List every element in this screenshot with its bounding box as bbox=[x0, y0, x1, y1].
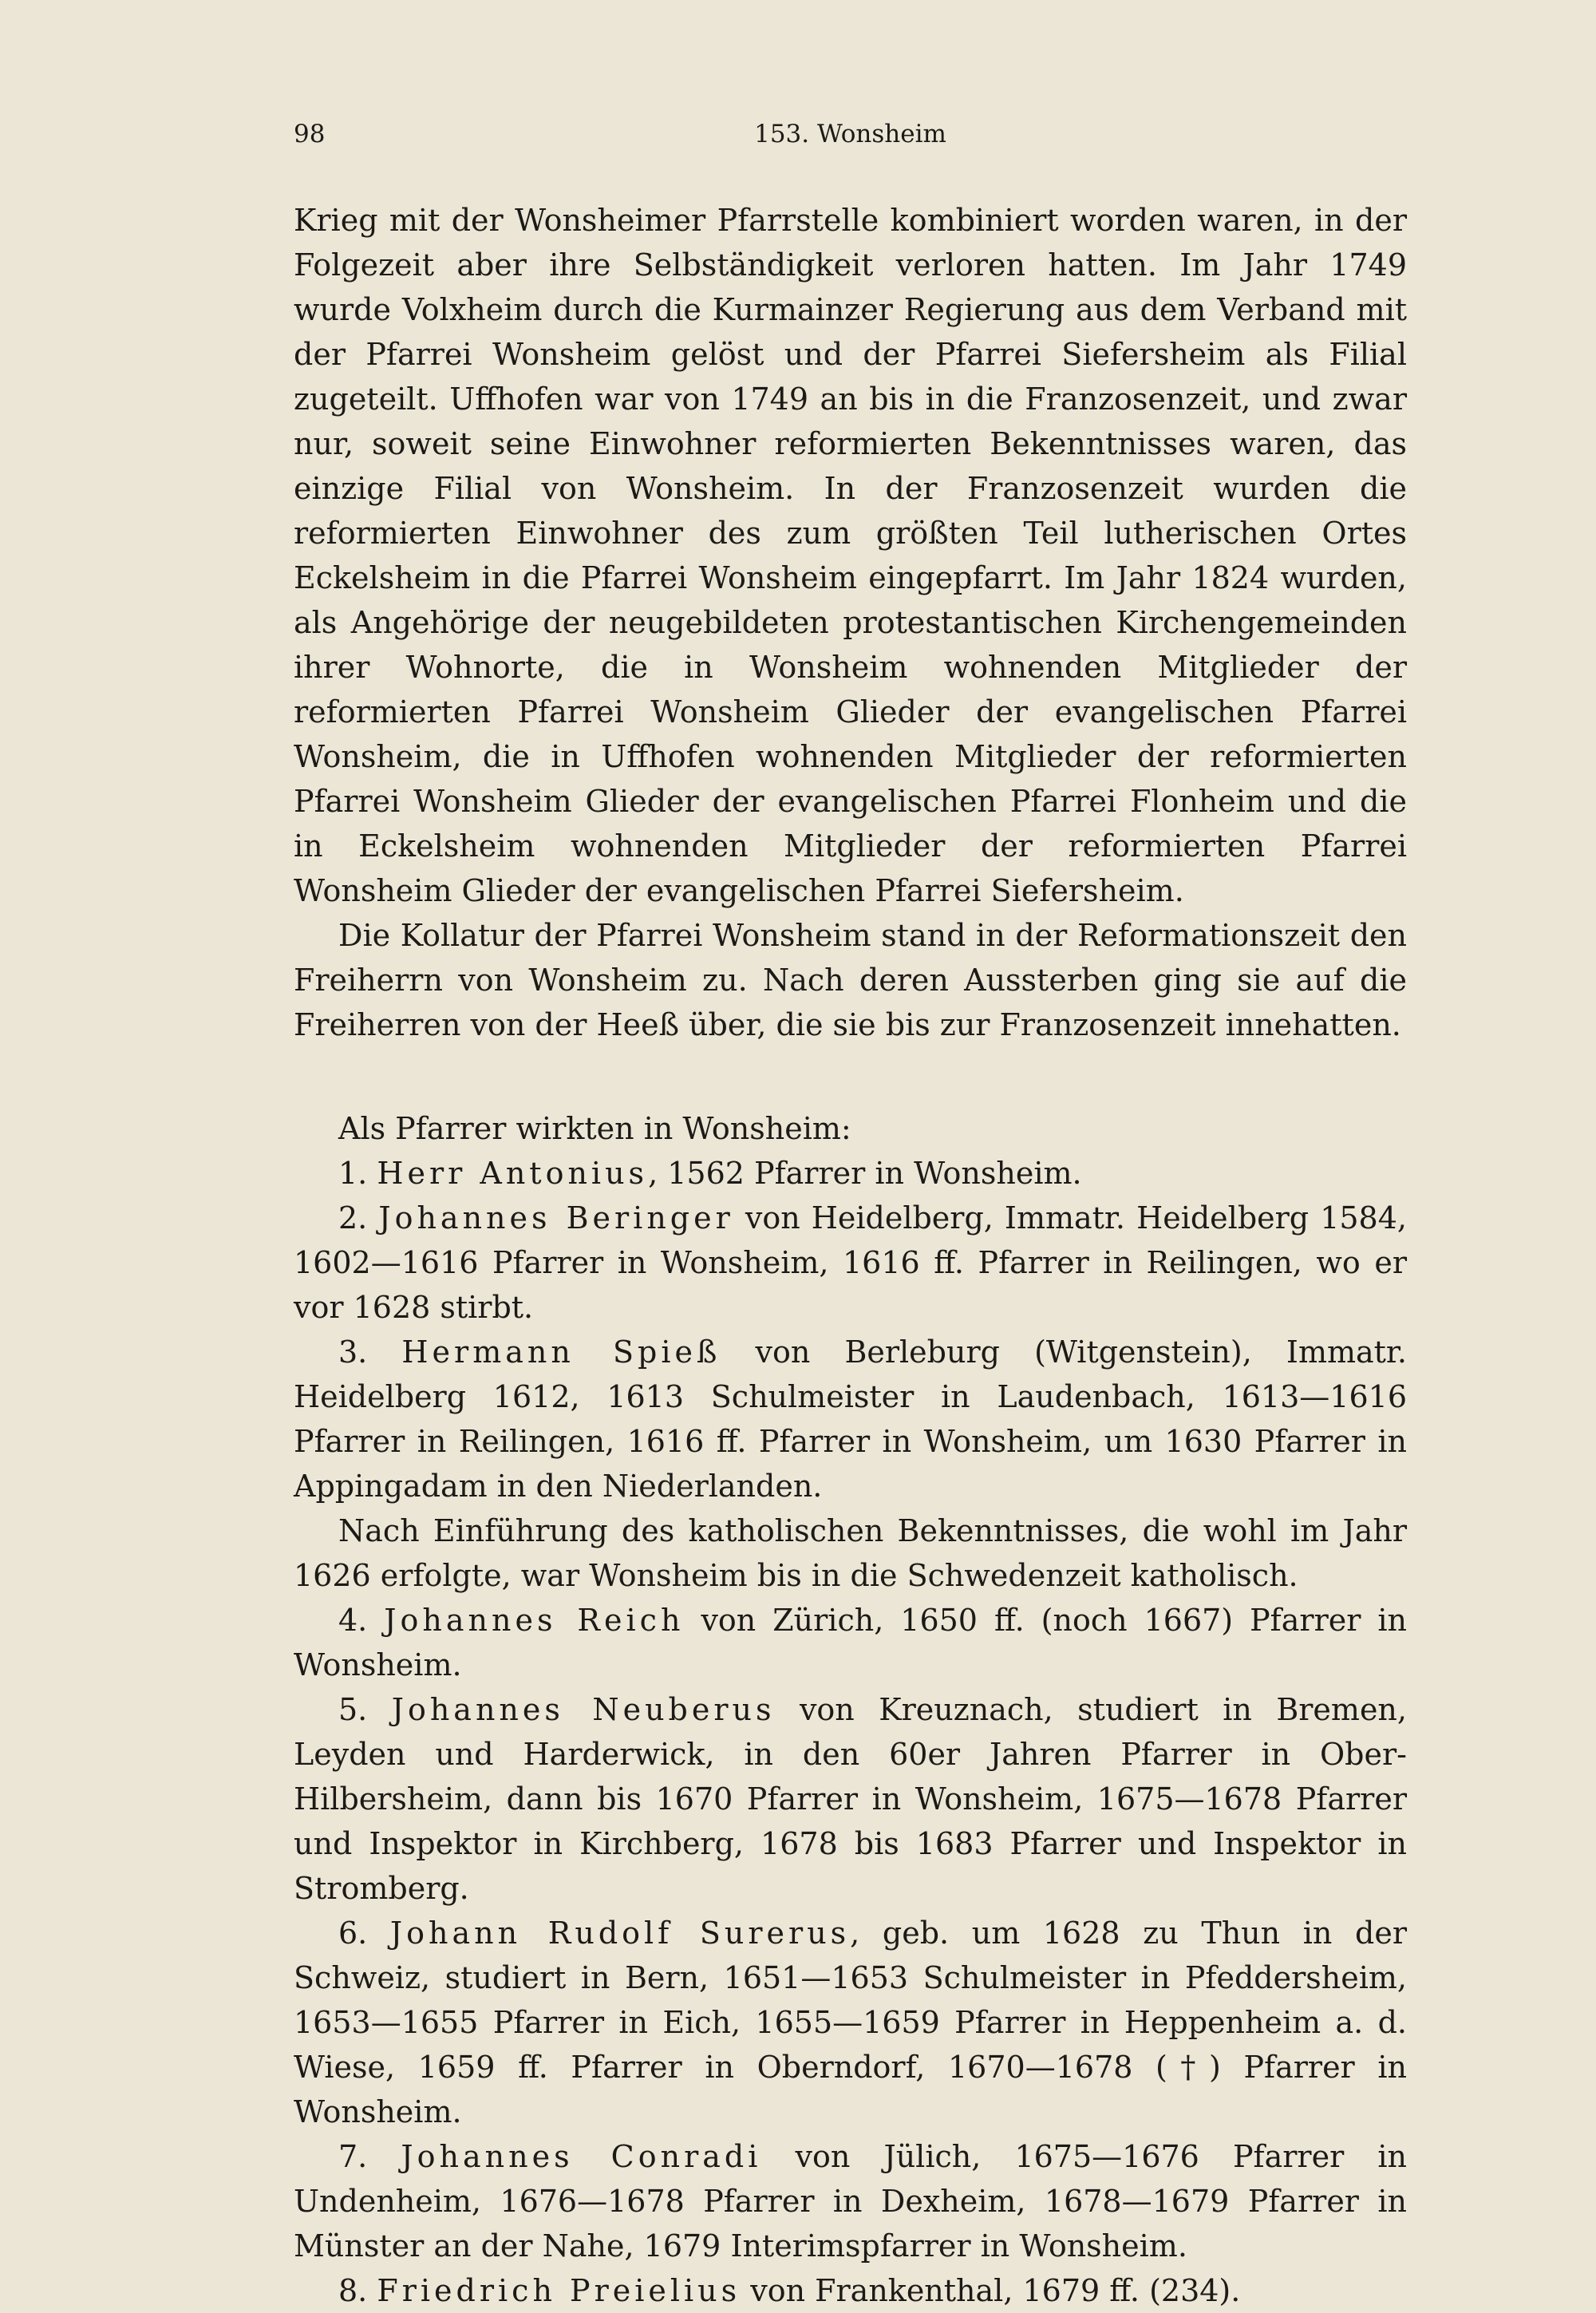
body-text bbox=[294, 198, 1407, 2313]
paragraph: Die Kollatur der Pfarrei Wonsheim stand in der Reformationszeit den Freiherrn von Wonsheim zu. Nach deren Aussterben ging sie auf die Freiherren von der Heeß über, die sie bis zur Franzosenzeit innehatten. bbox=[294, 918, 1407, 1042]
pastor-name: Hermann Spieß bbox=[401, 1334, 721, 1370]
pastor-name: Johann Rudolf Surerus bbox=[389, 1916, 851, 1951]
pastor-name: Johannes Beringer bbox=[378, 1200, 734, 1236]
pastor-name: Johannes Reich bbox=[384, 1603, 685, 1638]
page-number: 98 bbox=[294, 120, 326, 148]
list-item: 8. Friedrich Preielius von Frankenthal, 1679 ff. (234). bbox=[338, 2273, 1241, 2308]
list-item: 3. Hermann Spieß von Berleburg (Witgenstein), Immatr. Heidelberg 1612, 1613 Schulmeister in Laudenbach, 1613—1616 Pfarrer in Reilingen, 1616 ff. Pfarrer in Wonsheim, um 1630 Pfarrer in Appingadam in den Niederlanden. bbox=[294, 1334, 1408, 1504]
pastor-name: Johannes Conradi bbox=[401, 2139, 762, 2174]
running-header bbox=[294, 120, 1407, 160]
list-item: 4. Johannes Reich von Zürich, 1650 ff. (noch 1667) Pfarrer in Wonsheim. bbox=[294, 1603, 1408, 1682]
list-intro: Als Pfarrer wirkten in Wonsheim: bbox=[338, 1111, 851, 1146]
paragraph: Krieg mit der Wonsheimer Pfarrstelle kombiniert worden waren, in der Folgezeit aber ihre Selbständigkeit verloren hatten. Im Jahr 1749 wurde Volxheim durch die Kurmainzer Regierung aus dem Verband mit der Pfarrei Wonsheim gelöst und der Pfarrei Siefersheim als Filial zugeteilt. Uffhofen war von 1749 an bis in die Franzosenzeit, und zwar nur, soweit seine Einwohner reformierten Bekenntnisses waren, das einzige Filial von Wonsheim. In der Franzosenzeit wurden die reformierten Einwohner des zum größten Teil lutherischen Ortes Eckelsheim in die Pfarrei Wonsheim eingepfarrt. Im Jahr 1824 wurden, als Angehörige der neugebildeten protestantischen Kirchengemeinden ihrer Wohnorte, die in Wonsheim wohnenden Mitglieder der reformierten Pfarrei Wonsheim Glieder der evangelischen Pfarrei Wonsheim, die in Uffhofen wohnenden Mitglieder der reformierten Pfarrei Wonsheim Glieder der evangelischen Pfarrei Flonheim und die in Eckelsheim wohnenden Mitglieder der reformierten Pfarrei Wonsheim Glieder der evangelischen Pfarrei Siefersheim. bbox=[294, 203, 1407, 908]
pastor-name: Herr Antonius bbox=[377, 1156, 649, 1191]
list-item: 1. Herr Antonius, 1562 Pfarrer in Wonsheim. bbox=[338, 1156, 1082, 1191]
note-paragraph: Nach Einführung des katholischen Bekenntnisses, die wohl im Jahr 1626 erfolgte, war Wonsheim bis in die Schwedenzeit katholisch. bbox=[294, 1513, 1407, 1593]
list-item: 6. Johann Rudolf Surerus, geb. um 1628 zu Thun in der Schweiz, studiert in Bern, 1651—1653 Schulmeister in Pfeddersheim, 1653—1655 Pfarrer in Eich, 1655—1659 Pfarrer in Heppenheim a. d. Wiese, 1659 ff. Pfarrer in Oberndorf, 1670—1678 (†) Pfarrer in Wonsheim. bbox=[294, 1916, 1407, 2129]
running-title: 153. Wonsheim bbox=[754, 120, 946, 148]
list-item: 7. Johannes Conradi von Jülich, 1675—1676 Pfarrer in Undenheim, 1676—1678 Pfarrer in Dexheim, 1678—1679 Pfarrer in Münster an der Nahe, 1679 Interimspfarrer in Wonsheim. bbox=[294, 2139, 1407, 2264]
list-item: 2. Johannes Beringer von Heidelberg, Immatr. Heidelberg 1584, 1602—1616 Pfarrer in Wonsheim, 1616 ff. Pfarrer in Reilingen, wo er vor 1628 stirbt. bbox=[294, 1200, 1407, 1325]
pastor-name: Johannes Neuberus bbox=[391, 1692, 776, 1727]
list-item: 5. Johannes Neuberus von Kreuznach, studiert in Bremen, Leyden und Harderwick, in den 60er Jahren Pfarrer in Ober-Hilbersheim, dann bis 1670 Pfarrer in Wonsheim, 1675—1678 Pfarrer und Inspektor in Kirchberg, 1678 bis 1683 Pfarrer und Inspektor in Stromberg. bbox=[294, 1692, 1407, 1906]
pastor-name: Friedrich Preielius bbox=[377, 2273, 741, 2308]
